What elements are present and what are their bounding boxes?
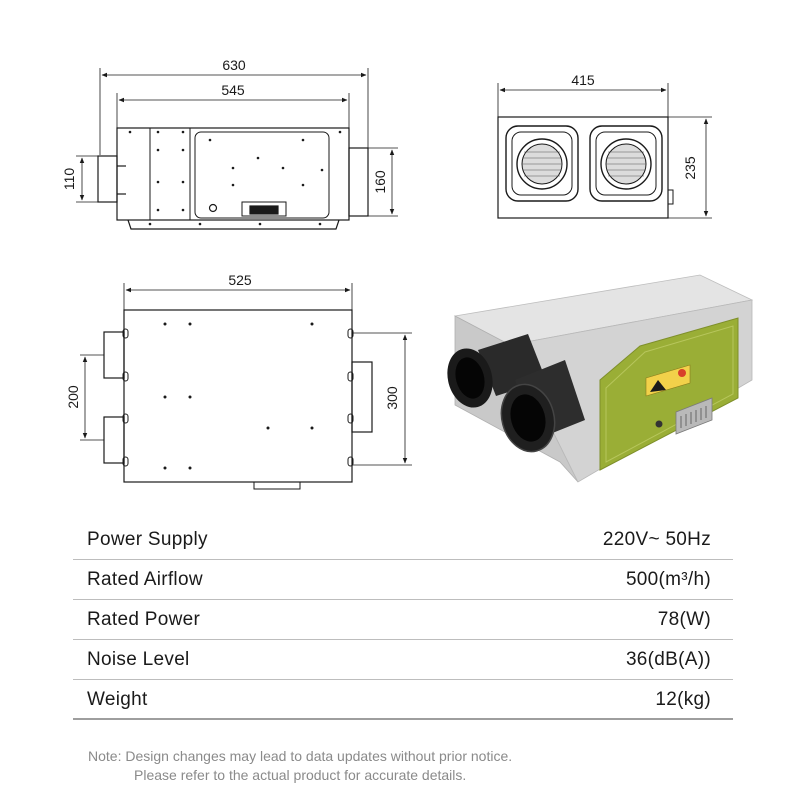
dim-label-160: 160 [372, 170, 388, 194]
note-line-1: Note: Design changes may lead to data updates without prior notice. [88, 748, 513, 764]
product-photo [441, 275, 752, 482]
spec-table [73, 520, 733, 720]
spec-row-noise-level [73, 640, 733, 680]
front-right-port [349, 148, 368, 216]
top-view [80, 283, 412, 489]
spec-label: Weight [87, 689, 148, 710]
top-right-port [352, 362, 372, 432]
dim-label-200: 200 [65, 385, 81, 409]
spec-value: 12(kg) [655, 689, 711, 710]
dim-label-525: 525 [228, 272, 252, 288]
spec-row-rated-airflow [73, 560, 733, 600]
front-left-port [98, 156, 117, 202]
top-body [124, 310, 352, 482]
top-left-port-2 [104, 417, 124, 463]
side-view [498, 83, 712, 218]
top-left-port-1 [104, 332, 124, 378]
spec-row-power-supply [73, 520, 733, 560]
front-body [117, 128, 349, 220]
spec-label: Power Supply [87, 529, 208, 550]
spec-row-weight [73, 680, 733, 720]
spec-value: 78(W) [657, 609, 711, 630]
dim-label-300: 300 [384, 386, 400, 410]
dim-label-545: 545 [221, 82, 245, 98]
spec-label: Noise Level [87, 649, 190, 670]
note-line-2: Please refer to the actual product for accurate details. [134, 767, 467, 783]
dim-label-110: 110 [61, 167, 77, 191]
spec-value: 500(m³/h) [625, 569, 711, 590]
dim-label-630: 630 [222, 57, 246, 73]
spec-label: Rated Power [87, 609, 201, 630]
spec-value: 36(dB(A)) [625, 649, 711, 670]
spec-label: Rated Airflow [87, 569, 203, 590]
dim-label-235: 235 [682, 156, 698, 180]
dim-label-415: 415 [571, 72, 595, 88]
spec-value: 220V~ 50Hz [602, 529, 711, 550]
spec-row-rated-power [73, 600, 733, 640]
front-base [128, 220, 339, 229]
